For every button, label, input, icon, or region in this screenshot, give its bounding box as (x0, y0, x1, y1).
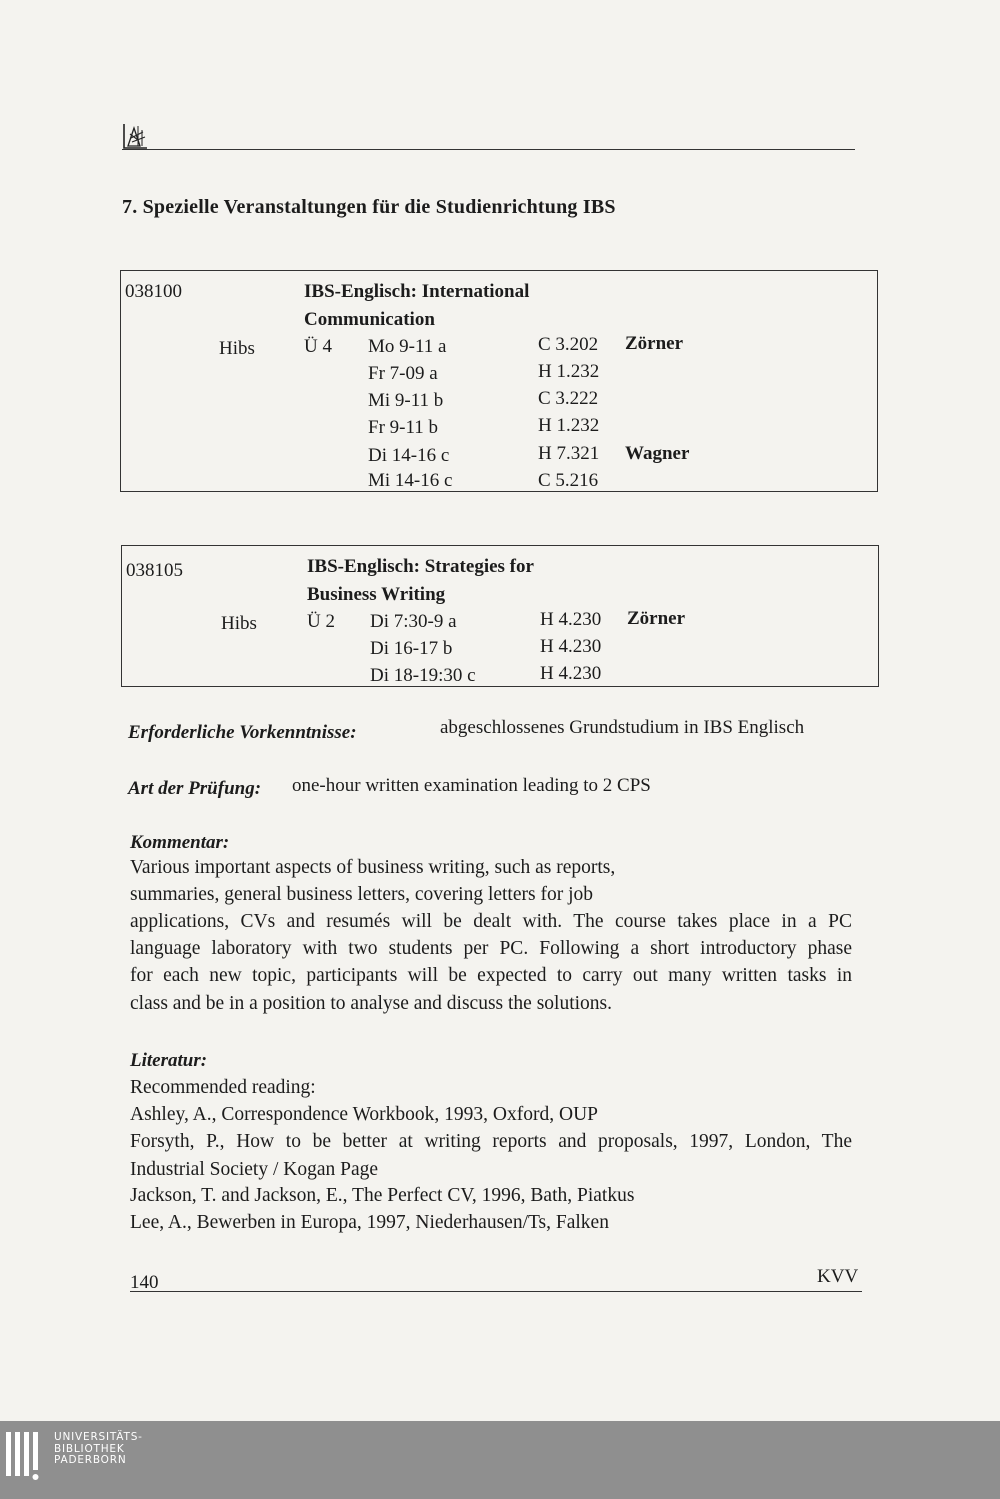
commentary-heading: Kommentar: (130, 832, 230, 853)
footer-rule (130, 1291, 862, 1292)
session-room: C 3.222 (538, 388, 599, 409)
prerequisites-label: Erforderliche Vorkenntnisse: (128, 722, 357, 743)
literature-line: Recommended reading: (130, 1077, 316, 1098)
literature-heading: Literatur: (130, 1050, 208, 1071)
commentary-line: summaries, general business letters, covering letters for job (130, 884, 593, 905)
literature-line: Ashley, A., Correspondence Workbook, 1993, Oxford, OUP (130, 1104, 598, 1125)
commentary-line: class and be in a position to analyse and discuss the solutions. (130, 993, 613, 1014)
literature-line: Jackson, T. and Jackson, E., The Perfect CV, 1996, Bath, Piatkus (130, 1185, 635, 1206)
course-number: 038100 (125, 281, 182, 302)
library-name (54, 1432, 143, 1467)
course-group: Hibs (221, 613, 257, 634)
course-title-line2: Communication (304, 309, 435, 330)
session-lecturer: Zörner (625, 333, 684, 354)
literature-line: Lee, A., Bewerben in Europa, 1997, Niederhausen/Ts, Falken (130, 1212, 609, 1233)
session-lecturer: Wagner (625, 443, 690, 464)
session-time: Di 7:30-9 a (370, 611, 457, 632)
session-room: H 7.321 (538, 443, 600, 464)
library-bar (0, 1421, 1000, 1499)
course-title: IBS-Englisch: International (304, 281, 530, 302)
session-room: C 5.216 (538, 470, 599, 491)
session-room: H 4.230 (540, 636, 602, 657)
literature-line: Forsyth, P., How to be better at writing reports and proposals, 1997, London, The (130, 1131, 852, 1152)
session-time: Di 14-16 c (368, 445, 450, 466)
session-room: H 1.232 (538, 361, 600, 382)
session-room: H 4.230 (540, 609, 602, 630)
header-rule (122, 149, 855, 150)
exam-value: one-hour written examination leading to 2 CPS (292, 775, 651, 796)
course-type: Ü 2 (307, 611, 335, 632)
session-time: Fr 7-09 a (368, 363, 438, 384)
session-room: H 1.232 (538, 415, 600, 436)
session-time: Di 18-19:30 c (370, 665, 476, 686)
session-time: Mi 14-16 c (368, 470, 453, 491)
course-number: 038105 (126, 560, 183, 581)
course-group: Hibs (219, 338, 255, 359)
commentary-line: Various important aspects of business writing, such as reports, (130, 857, 616, 878)
course-box (121, 545, 879, 687)
prerequisites-value: abgeschlossenes Grundstudium in IBS Englisch (440, 717, 805, 738)
session-room: C 3.202 (538, 334, 599, 355)
course-title: IBS-Englisch: Strategies for (307, 556, 534, 577)
commentary-line: applications, CVs and resumés will be dealt with. The course takes place in a PC (130, 911, 852, 932)
footer-label: KVV (817, 1266, 859, 1287)
literature-line: Industrial Society / Kogan Page (130, 1159, 379, 1180)
library-name-line1: UNIVERSITÄTS- (54, 1431, 143, 1443)
course-title-line2: Business Writing (307, 584, 446, 605)
section-title: 7. Spezielle Veranstaltungen für die Studienrichtung IBS (122, 196, 616, 218)
session-time: Fr 9-11 b (368, 417, 439, 438)
course-type: Ü 4 (304, 336, 332, 357)
course-box (120, 270, 878, 492)
session-lecturer: Zörner (627, 608, 686, 629)
library-logo-icon (6, 1428, 46, 1484)
commentary-line: for each new topic, participants will be expected to carry out many written tasks in (130, 965, 852, 986)
exam-label: Art der Prüfung: (128, 778, 262, 799)
session-time: Di 16-17 b (370, 638, 453, 659)
commentary-line: language laboratory with two students per PC. Following a short introductory phase (130, 938, 852, 959)
page-number: 140 (130, 1272, 159, 1293)
library-name-line3: PADERBORN (54, 1454, 127, 1466)
session-room: H 4.230 (540, 663, 602, 684)
university-logo-icon (120, 120, 150, 152)
library-name-line2: BIBLIOTHEK (54, 1442, 125, 1455)
session-time: Mo 9-11 a (368, 336, 447, 357)
session-time: Mi 9-11 b (368, 390, 444, 411)
